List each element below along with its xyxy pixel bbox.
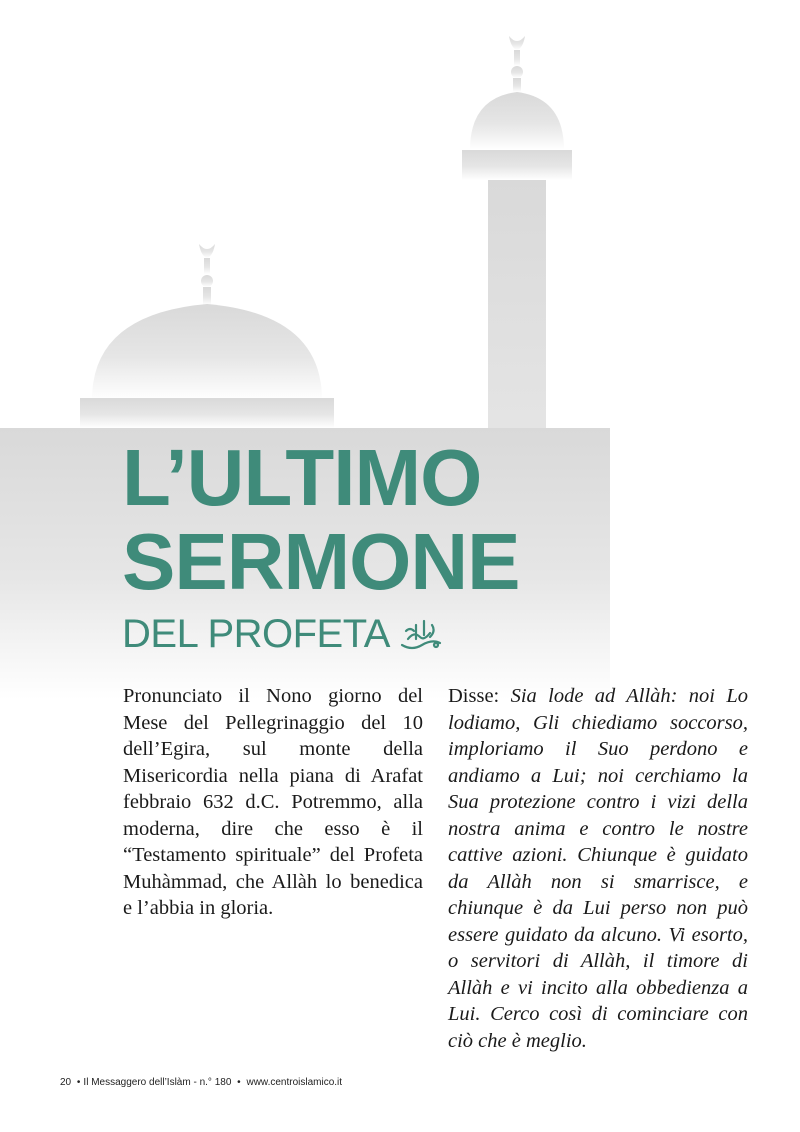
sermon-quote: Sia lode ad Allàh: noi Lo lodiamo, Gli chiediamo soccorso, imploriamo il Suo perdono e andiamo a Lui; noi cerchiamo la Sua protezione contro i vizi della nostra anima e contro le nostre cattive azioni. Chiunque è guidato da Allàh non si smarrisce, e chiunque è da Lui perso non può essere guidato da alcuno. Vi esorto, o servitori di Allàh, il timore di Allàh e vi incito alla obbedienza a Lui. Cerco così di cominciare con ciò che è meglio. — [448, 685, 748, 1052]
article-title — [122, 433, 520, 656]
sermon-intro: Disse: — [448, 685, 511, 707]
intro-paragraph: Pronunciato il Nono giorno del Mese del Pellegrinaggio del 10 dell’Egira, sul monte della Misericordia nella piana di Arafat febbraio 632 d.C. Potremmo, alla moderna, dire che esso è il “Testamento spirituale” del Profeta Muhàmmad, che Allàh lo benedica e l’abbia in gloria. — [123, 685, 423, 919]
title-line-1: L’ULTIMO — [122, 433, 482, 522]
title-line-3 — [122, 612, 520, 656]
magazine-name: Il Messaggero dell’Islàm - n.° 180 — [83, 1077, 232, 1088]
website-link[interactable]: www.centroislamico.it — [246, 1077, 343, 1088]
page-footer — [60, 1077, 345, 1088]
sermon-paragraph — [448, 683, 748, 1054]
page-number: 20 — [60, 1077, 72, 1088]
title-line-2: SERMONE — [122, 517, 520, 606]
subtitle-text: DEL PROFETA — [122, 612, 390, 656]
salawat-calligraphy-icon — [398, 615, 444, 653]
footer-separator: • — [76, 1077, 81, 1088]
footer-separator: • — [237, 1077, 241, 1088]
